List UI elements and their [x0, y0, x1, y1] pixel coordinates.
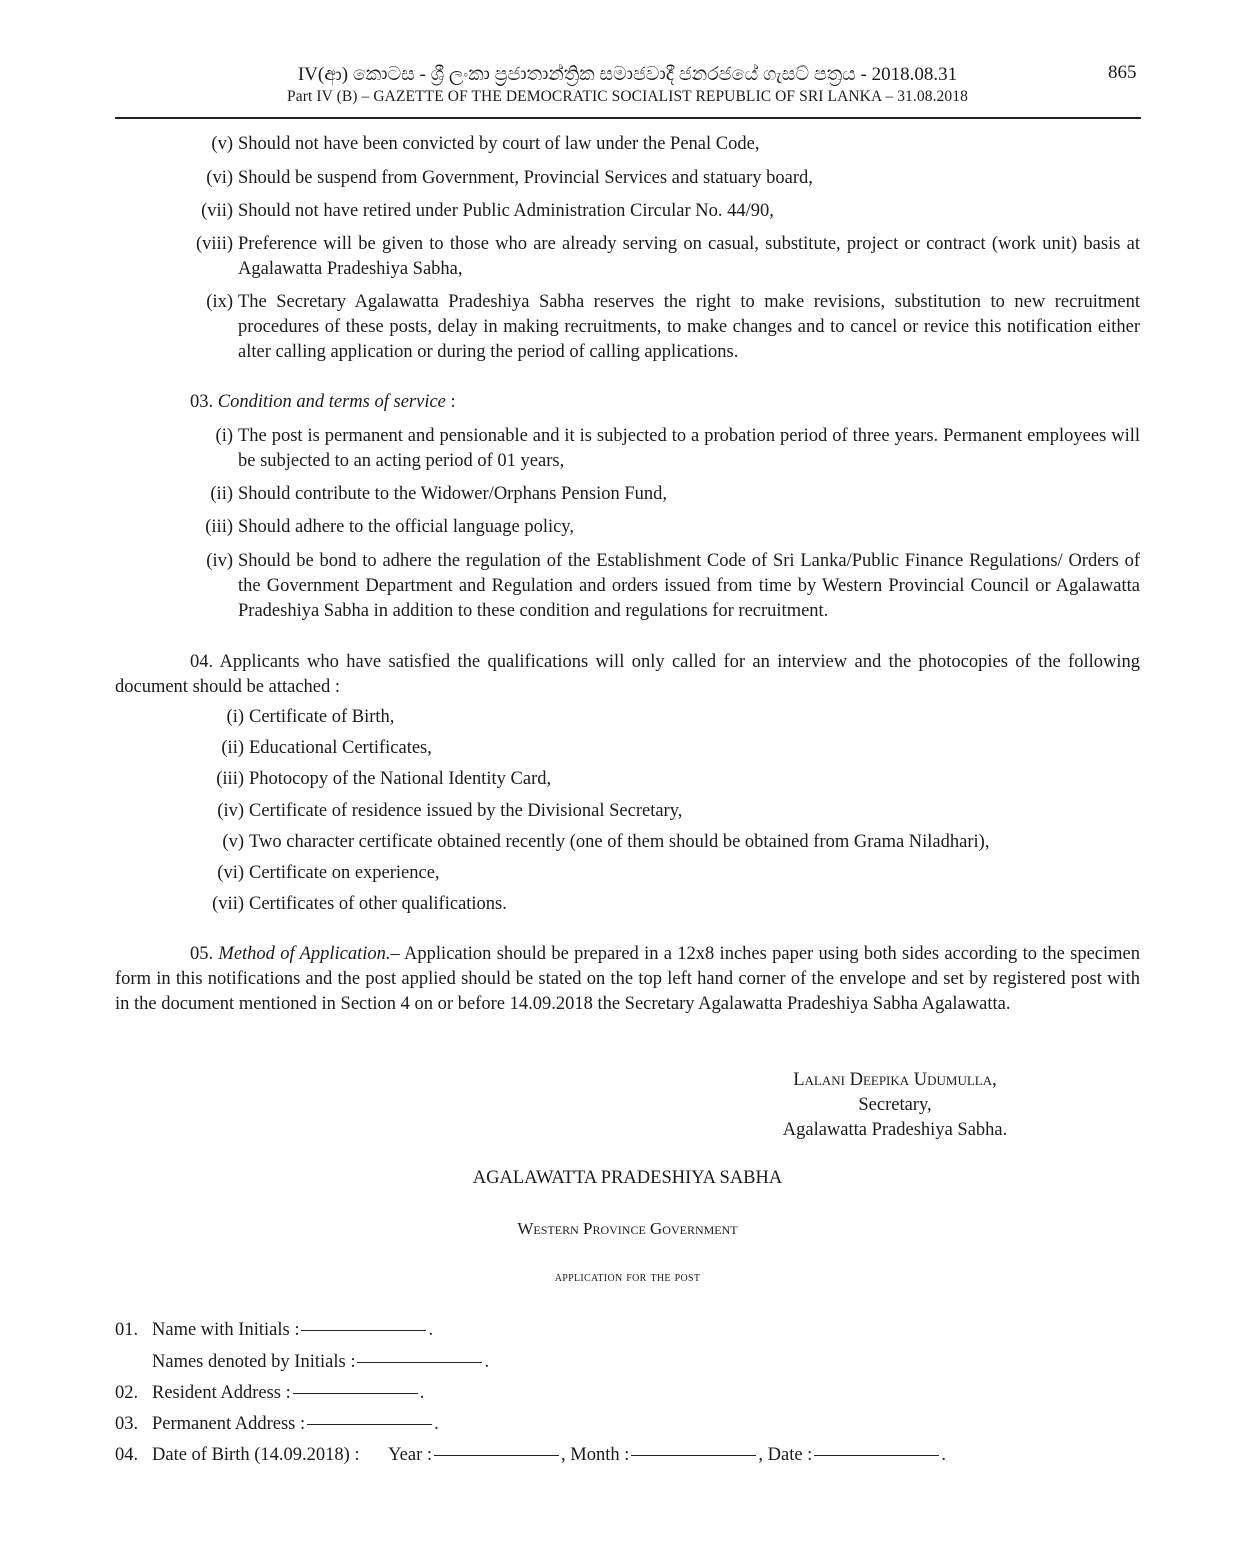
- signatory-title: Secretary,: [858, 1095, 932, 1115]
- names-denoted-field[interactable]: [357, 1362, 482, 1363]
- signatory-org: Agalawatta Pradeshiya Sabha.: [782, 1120, 1008, 1140]
- form-row-resident-address: 02. Resident Address : .: [115, 1383, 425, 1403]
- form-row-date-of-birth: 04. Date of Birth (14.09.2018) : Year : , Month : , Date : .: [115, 1445, 946, 1465]
- form-row-name-initials: 01. Name with Initials : .: [115, 1320, 434, 1340]
- form-title: AGALAWATTA PRADESHIYA SABHA: [472, 1168, 783, 1188]
- gazette-header-english: Part IV (B) – GAZETTE OF THE DEMOCRATIC SOCIALIST REPUBLIC OF SRI LANKA – 31.08.2018: [287, 88, 968, 105]
- name-initials-field[interactable]: [301, 1330, 426, 1331]
- form-row-permanent-address: 03. Permanent Address : .: [115, 1414, 439, 1434]
- dob-year-field[interactable]: [434, 1455, 559, 1456]
- section-03-heading: 03. Condition and terms of service :: [190, 392, 456, 412]
- form-subtitle: Western Province Government: [517, 1219, 738, 1238]
- permanent-address-field[interactable]: [307, 1424, 432, 1425]
- section-04-paragraph: 04. Applicants who have satisfied the qualifications will only called for an interview and the photocopies of the following document should be attached :: [115, 652, 1140, 697]
- resident-address-field[interactable]: [293, 1393, 418, 1394]
- signature-block: [720, 1068, 1070, 1143]
- gazette-header-sinhala: IV(ආ) කොටස - ශ්‍රී ලංකා ප්‍රජාතාන්ත්‍රික සමාජවාදී ජනරජයේ ගැසට් පත්‍රය - 2018.08.31: [297, 64, 958, 85]
- header-rule: [115, 117, 1141, 119]
- dob-month-field[interactable]: [631, 1455, 756, 1456]
- section-05-heading: Method of Application.: [218, 944, 391, 964]
- section-05-paragraph: 05. Method of Application.– Application should be prepared in a 12x8 inches paper using both sides according to the specimen form in this notifications and the post applied should be stated on the top left hand corner of the envelope and set by registered post with in the document mentioned in Section 4 on or before 14.09.2018 the Secretary Agalawatta Pradeshiya Sabha Agalawatta.: [115, 944, 1141, 1014]
- page-number: 865: [1108, 62, 1137, 83]
- form-row-names-denoted: Names denoted by Initials : .: [152, 1352, 490, 1372]
- form-caption: application for the post: [554, 1270, 701, 1285]
- dob-date-field[interactable]: [814, 1455, 939, 1456]
- signatory-name: Lalani Deepika Udumulla,: [793, 1070, 997, 1090]
